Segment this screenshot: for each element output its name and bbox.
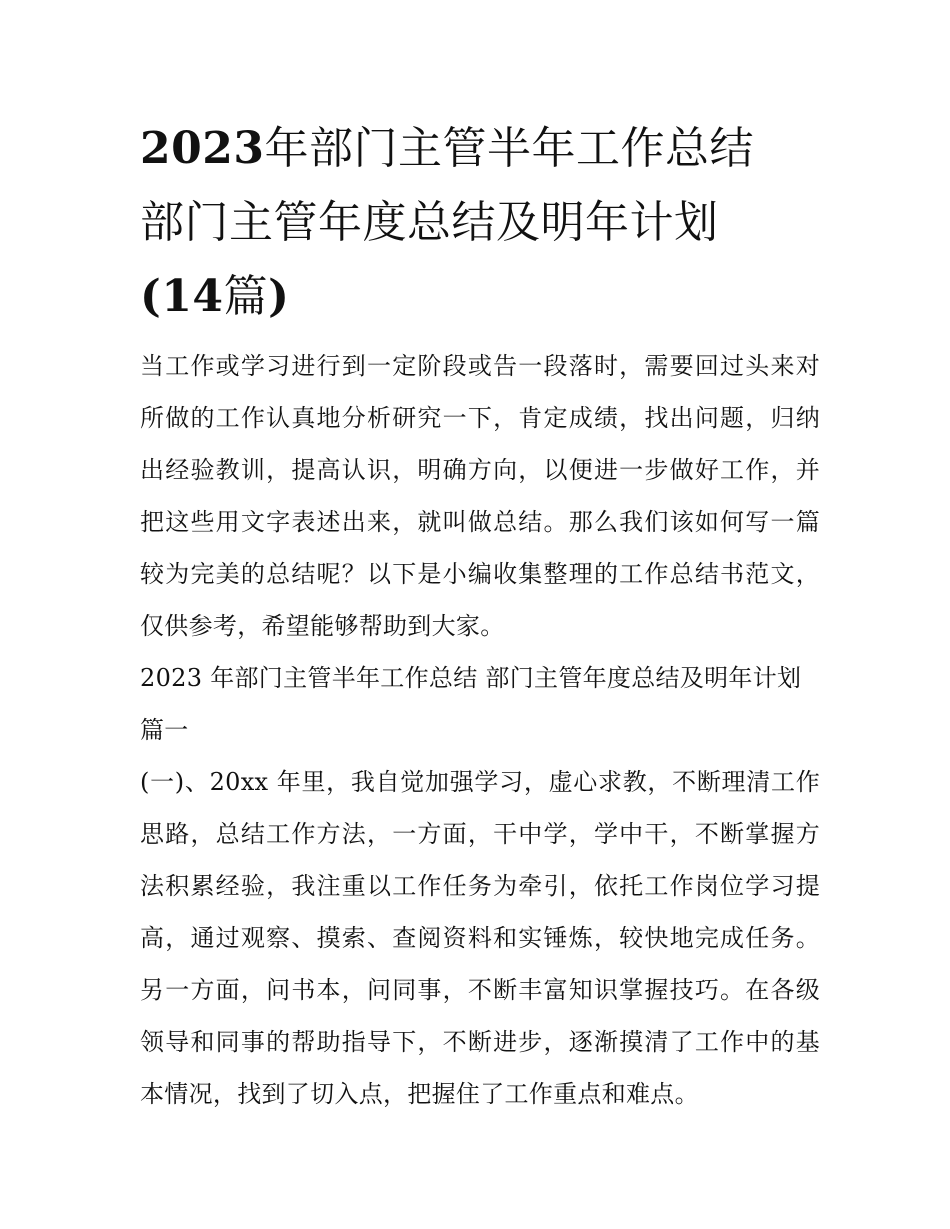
title-line-1 [140, 112, 820, 186]
title-line-2: 部门主管年度总结及明年计划 [140, 197, 719, 248]
section-body-paragraph: (一)、20xx 年里，我自觉加强学习，虚心求教，不断理清工作思路，总结工作方法，一方面，干中学，学中干，不断掌握方法积累经验，我注重以工作任务为牵引，依托工作岗位学习提高，通过观察、摸索、查阅资料和实锤炼，较快地完成任务。另一方面，问书本，问同事，不断丰富知识掌握技巧。在各级领导和同事的帮助指导下，不断进步，逐渐摸清了工作中的基本情况，找到了切入点，把握住了工作重点和难点。 [140, 768, 820, 1108]
title-count-unit: 篇 [223, 271, 269, 322]
intro-paragraph: 当工作或学习进行到一定阶段或告一段落时，需要回过头来对所做的工作认真地分析研究一下，肯定成绩，找出问题，归纳出经验教训，提高认识，明确方向，以便进一步做好工作，并把这些用文字表述出来，就叫做总结。那么我们该如何写一篇较为完美的总结呢？以下是小编收集整理的工作总结书范文，仅供参考，希望能够帮助到大家。 [140, 352, 820, 640]
title-year: 2023 [140, 123, 265, 174]
document-page [140, 112, 820, 1120]
title-line-1-text: 年部门主管半年工作总结 [264, 123, 754, 174]
document-title [140, 112, 820, 334]
title-line-3 [140, 260, 820, 334]
title-count-close: ) [268, 271, 290, 322]
section-heading: 2023 年部门主管半年工作总结 部门主管年度总结及明年计划篇一 [140, 664, 802, 744]
title-count-open: (14 [140, 271, 224, 322]
